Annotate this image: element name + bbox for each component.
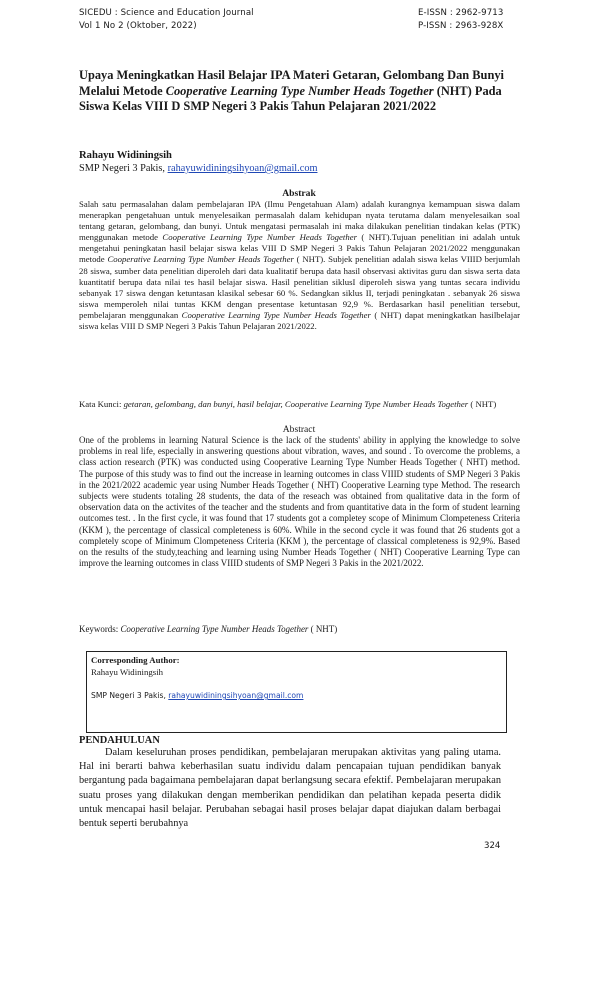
paper-title: Upaya Meningkatkan Hasil Belajar IPA Materi Getaran, Gelombang Dan Bunyi Melalui Metode Cooperative Learning Type Number Heads Together (NHT) Pada Siswa Kelas VIII D SMP Negeri 3 Pakis Tahun Pelajaran 2021/2022	[79, 68, 504, 113]
author-affiliation: SMP Negeri 3 Pakis, rahayuwidiningsihyoan@gmail.com	[79, 163, 318, 174]
author-name: Rahayu Widiningsih	[79, 150, 172, 161]
kata-kunci: Kata Kunci: getaran, gelombang, dan bunyi, hasil belajar, Cooperative Learning Type Number Heads Together ( NHT)	[79, 399, 497, 409]
keywords: Keywords: Cooperative Learning Type Number Heads Together ( NHT)	[79, 624, 338, 634]
pissn: P-ISSN : 2963-928X	[418, 21, 504, 31]
section-heading: PENDAHULUAN	[79, 735, 160, 746]
corresponding-author-contact: SMP Negeri 3 Pakis, rahayuwidiningsihyoan@gmail.com	[91, 691, 304, 700]
corresponding-author-label: Corresponding Author:	[91, 655, 180, 665]
author-email-link[interactable]: rahayuwidiningsihyoan@gmail.com	[167, 163, 318, 174]
corresponding-author-box	[86, 651, 507, 733]
eissn: E-ISSN : 2962-9713	[418, 8, 504, 18]
abstrak-text: Salah satu permasalahan dalam pembelajaran IPA (Ilmu Pengetahuan Alam) adalah kurangnya kemampuan siswa dalam menerapkan pengetahuan untuk menyelesaikan permasalah dalam kehidupan nyata terutama dalam menyelesaikan soal tentang getaran, gelombang, dan bunyi. Untuk mengatasi permasalah ini maka dilakukan penelitian tindakan kelas (PTK) menggunakan metode Cooperative Learning Type Number Heads Together ( NHT).Tujuan penelitian ini adalah untuk mengetahui peningkatan hasil belajar siswa kelas VIII D SMP Negeri 3 Pakis Tahun Pelajaran 2021/2022 menggunakan metode Cooperative Learning Type Number Heads Together ( NHT). Subjek penelitian adalah siswa kelas VIIID berjumlah 28 siswa, sumber data penelitian diperoleh dari data kualitatif berupa data hasil observasi aktivitas guru dan siswa serta data kuantitatif berupa data nilai tes hasil belajar siswa. Hasil penelitian siklusI diperoleh siswa yang tuntas secara individu sebanyak 17 siswa dengan ketuntasan klasikal sebesar 60 %. Sedangkan siklus II, terjadi peningkatan . sebanyak 26 siswa siswa memperoleh nilai tuntas KKM dengan presentase ketuntasan 92,9 %. Berdasarkan hasil penelitian tersebut, pembelajaran menggunakan Cooperative Learning Type Number Heads Together ( NHT) dapat meningkatkan hasilbelajar siswa kelas VIII D SMP Negeri 3 Pakis Tahun Pelajaran 2021/2022.	[79, 199, 521, 332]
abstract-text: One of the problems in learning Natural Science is the lack of the students' ability in applying the knowledge to solve problems in real life, especially in answering questions about vibration, waves, and sound . To overcome the problems, a class action research (PTK) was conducted using Cooperative Learning Type Number Heads Together ( NHT) method. The purpose of this study was to find out the increase in learning outcomes in class VIIID students of SMP Negeri 3 Pakis in the 2021/2022 academic year using Number Heads Together ( NHT) Cooperative Learning type Method. The research subjects were students totaling 28 students, the data of the reseach was obtained from qualitative data in the form of observation data on the activites of the teacher and the students and from quantitative data in the form of student learning outcomes test. . In the first cycle, it was found that 17 students got a completey scope of Minimum Clompeteness Criteria (KKM ), the percentage of classical completeness is 60%. While in the second cycle it was found that 26 students got a completely scope of Minimum Clompeteness Criteria (KKM ), the percentage of classical completeness is 92,9%. Based on the results of the study,teaching and learning using Number Heads Together ( NHT) Cooperative Learning Type can improve the learning outcomes in class VIIID students of SMP Negeri 3 Pakis in the 2021/2022.	[79, 435, 520, 569]
journal-volume: Vol 1 No 2 (Oktober, 2022)	[79, 21, 197, 31]
abstrak-heading: Abstrak	[282, 188, 316, 199]
abstract-heading: Abstract	[282, 424, 316, 435]
corresponding-author-name: Rahayu Widiningsih	[91, 667, 164, 677]
corresponding-email-link[interactable]: rahayuwidiningsihyoan@gmail.com	[168, 691, 304, 700]
journal-header-right	[418, 7, 503, 33]
section-body: Dalam keseluruhan proses pendidikan, pembelajaran merupakan aktivitas yang paling utama. Hal ini berarti bahwa keberhasilan suatu individu dalam pencapaian tujuan pendidikan banyak bergantung pada bagaimana pembelajaran dapat berlangsung secara efektif. Pembelajaran merupakan suatu proses yang dilakukan dengan memberikan pendidikan dan pelatihan kepada peserta didik untuk mencapai hasil belajar. Perubahan sebagai hasil proses belajar dapat diajukan dalam berbagai bentuk seperti berubahnya	[79, 747, 501, 830]
journal-header-left	[79, 7, 254, 33]
journal-name: SICEDU : Science and Education Journal	[79, 8, 254, 18]
page-number: 324	[484, 841, 501, 851]
